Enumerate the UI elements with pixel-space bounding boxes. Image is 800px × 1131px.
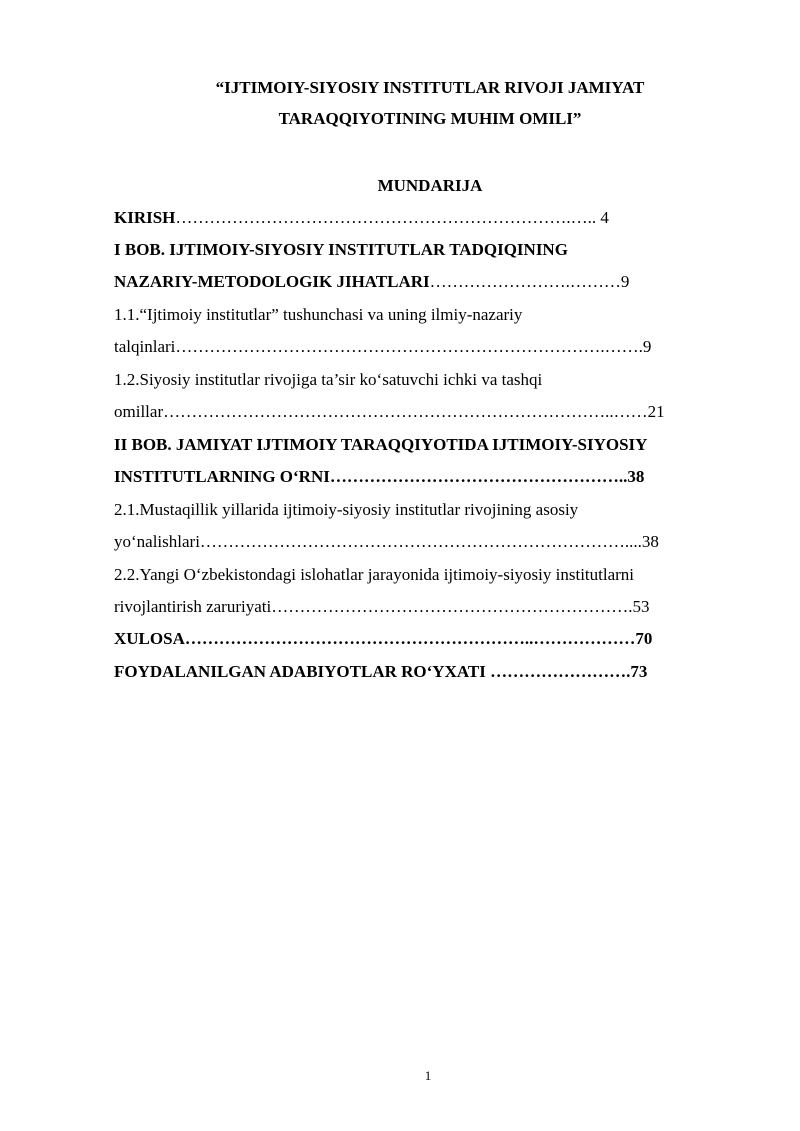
toc-entry-leader: …………………………………………………………….….. 4 <box>175 208 609 227</box>
toc-entry-leader: ………………………………………………………………….…….9 <box>175 337 652 356</box>
toc-entry-label: 2.1.Mustaqillik yillarida ijtimoiy-siyosiy institutlar rivojining asosiy <box>114 500 579 519</box>
document-title-line-1: “IJTIMOIY-SIYOSIY INSTITUTLAR RIVOJI JAMIYAT <box>215 78 645 97</box>
toc-entry-leader: ……………………………………………………….53 <box>271 597 650 616</box>
toc-entry-section-1-2-line-1 <box>114 370 542 390</box>
contents-heading: MUNDARIJA <box>377 176 483 195</box>
toc-entry-label: yo‘nalishlari <box>114 532 200 551</box>
toc-entry-chapter-2-line-1 <box>114 435 647 455</box>
toc-entry-label: I BOB. IJTIMOIY-SIYOSIY INSTITUTLAR TADQIQINING <box>114 240 568 259</box>
toc-entry-label: XULOSA……………………………………………………..………………70 <box>114 629 653 648</box>
page-number: 1 <box>424 1068 432 1083</box>
toc-entry-leader: ……………………………………………………………………..……21 <box>163 402 665 421</box>
toc-entry-chapter-1-line-2 <box>114 272 629 292</box>
toc-entry-section-2-2-line-2 <box>114 597 649 617</box>
toc-entry-section-1-1-line-1 <box>114 305 522 325</box>
toc-entry-label: 1.1.“Ijtimoiy institutlar” tushunchasi va uning ilmiy-nazariy <box>114 305 523 324</box>
toc-entry-section-2-1-line-1 <box>114 500 578 520</box>
toc-entry-label: rivojlantirish zaruriyati <box>114 597 272 616</box>
toc-entry-leader: …………………………………………………………………....38 <box>199 532 659 551</box>
toc-entry-label: NAZARIY-METODOLOGIK JIHATLARI <box>114 272 430 291</box>
toc-entry-section-2-1-line-2 <box>114 532 659 552</box>
toc-entry-section-1-2-line-2 <box>114 402 665 422</box>
toc-entry-label: 2.2.Yangi O‘zbekistondagi islohatlar jarayonida ijtimoiy-siyosiy institutlarni <box>114 565 635 584</box>
toc-entry-label: omillar <box>114 402 164 421</box>
toc-entry-leader: …………………….………9 <box>429 272 630 291</box>
toc-entry-section-2-2-line-1 <box>114 565 634 585</box>
toc-entry-chapter-2-line-2 <box>114 467 644 487</box>
toc-entry-introduction <box>114 208 609 228</box>
toc-entry-label: talqinlari <box>114 337 176 356</box>
toc-entry-leader: ……………………………………………..38 <box>329 467 645 486</box>
toc-entry-references <box>114 662 647 682</box>
toc-entry-label: INSTITUTLARNING O‘RNI <box>114 467 330 486</box>
toc-entry-conclusion <box>114 629 652 649</box>
toc-entry-label: FOYDALANILGAN ADABIYOTLAR RO‘YXATI …………………….73 <box>114 662 648 681</box>
toc-entry-chapter-1-line-1 <box>114 240 568 260</box>
toc-entry-label: II BOB. JAMIYAT IJTIMOIY TARAQQIYOTIDA IJTIMOIY-SIYOSIY <box>114 435 648 454</box>
toc-entry-section-1-1-line-2 <box>114 337 651 357</box>
toc-entry-label: 1.2.Siyosiy institutlar rivojiga ta’sir ko‘satuvchi ichki va tashqi <box>114 370 543 389</box>
document-title-line-2: TARAQQIYOTINING MUHIM OMILI” <box>278 109 582 128</box>
toc-entry-label: KIRISH <box>114 208 176 227</box>
